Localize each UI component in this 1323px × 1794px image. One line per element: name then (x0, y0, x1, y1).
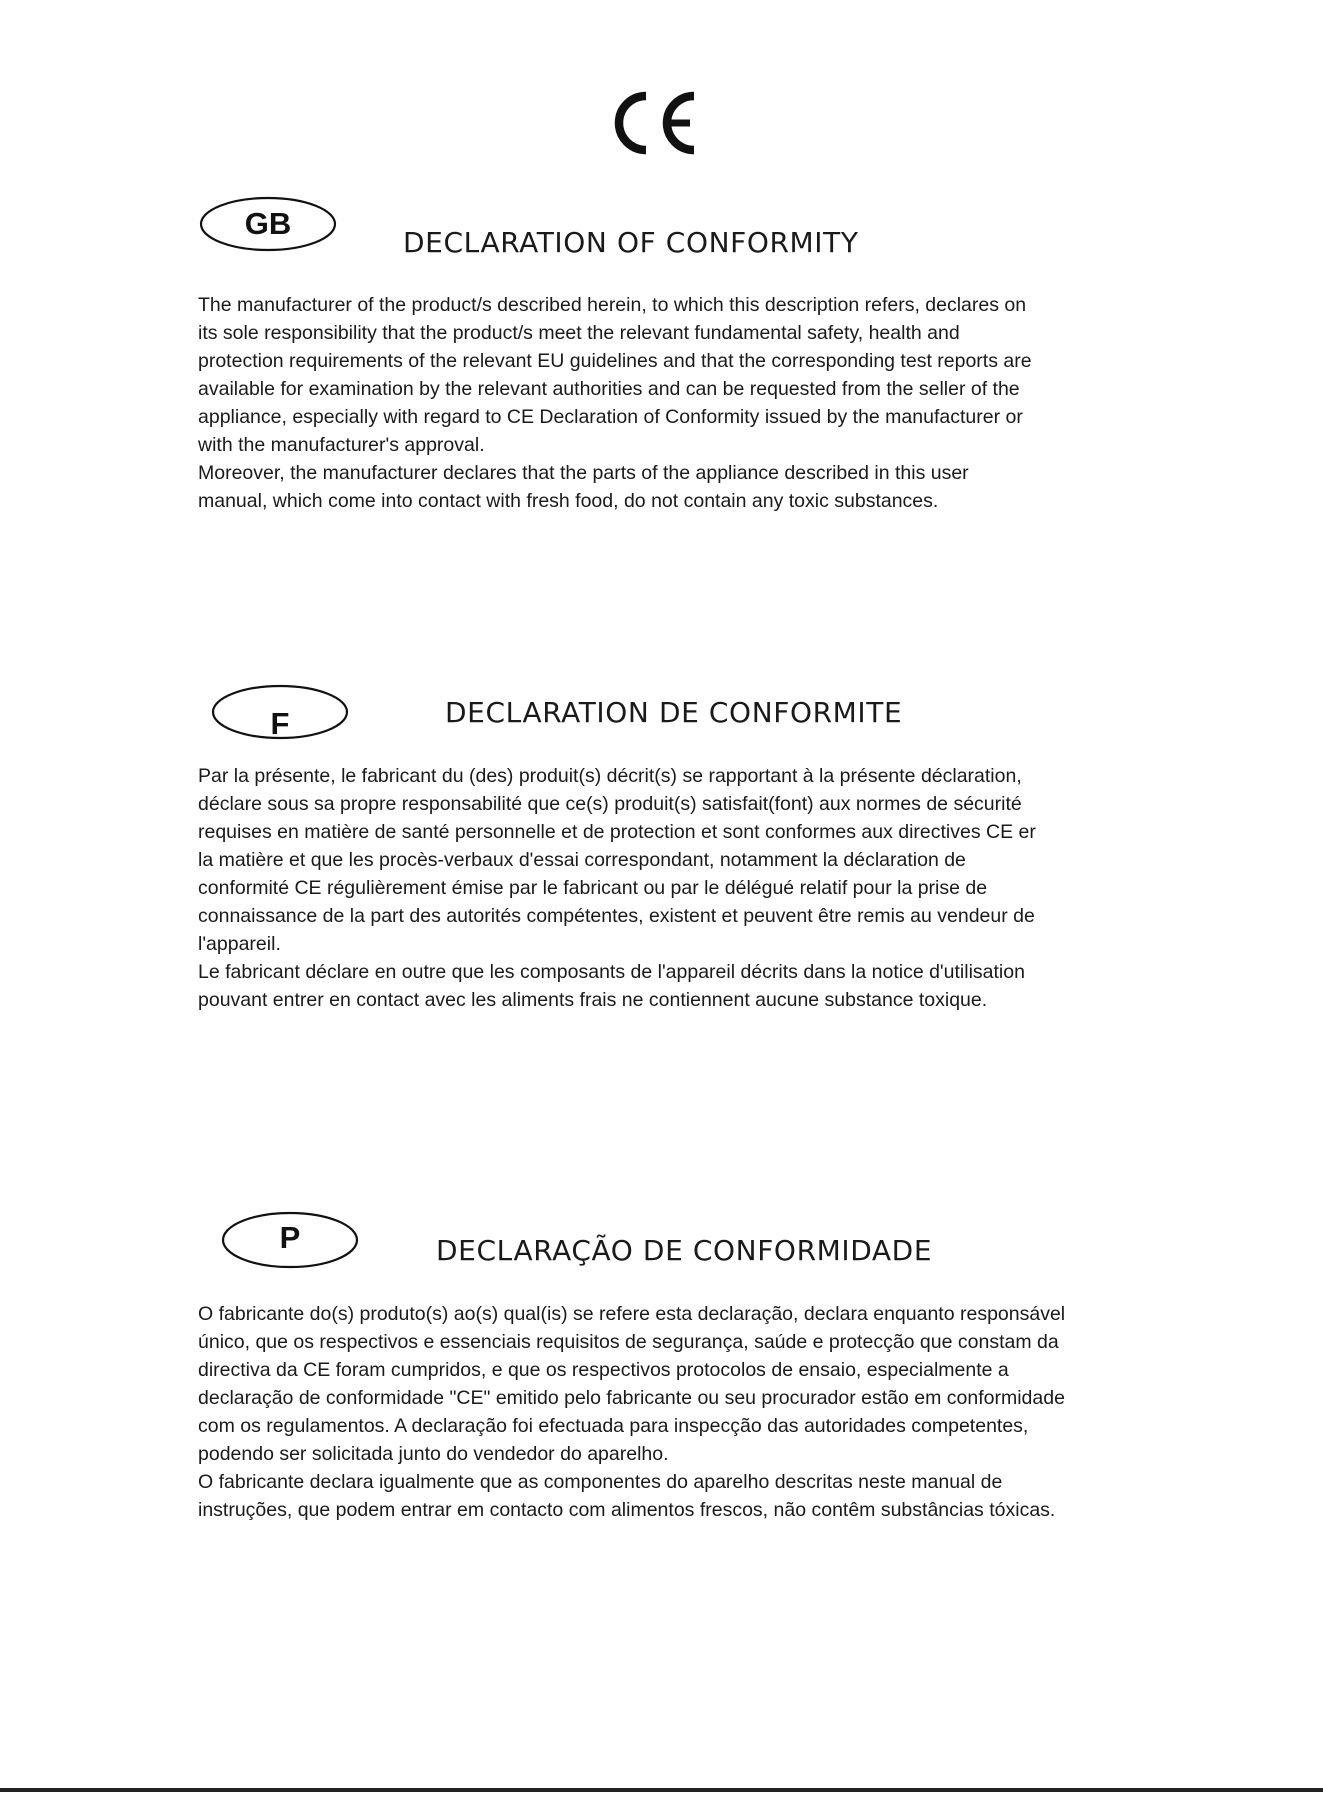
text-line: O fabricante declara igualmente que as componentes do aparelho descritas neste manual de (198, 1471, 1003, 1493)
text-line: podendo ser solicitada junto do vendedor do aparelho. (198, 1443, 669, 1465)
text-line: directiva da CE foram cumpridos, e que os respectivos protocolos de ensaio, especialmente a (198, 1359, 1009, 1381)
text-line: Moreover, the manufacturer declares that the parts of the appliance described in this user (198, 462, 969, 484)
paragraph (198, 958, 1025, 1014)
paragraph (198, 1468, 1055, 1524)
text-line: The manufacturer of the product/s described herein, to which this description refers, declares on (198, 294, 1027, 316)
text-line: appliance, especially with regard to CE Declaration of Conformity issued by the manufacturer or (198, 406, 1023, 428)
paragraph (198, 762, 1036, 958)
text-line: instruções, que podem entrar em contacto com alimentos frescos, não contêm substâncias tóxicas. (198, 1499, 1056, 1521)
country-code: P (279, 1220, 301, 1255)
text-line: pouvant entrer en contact avec les aliments frais ne contiennent aucune substance toxique. (198, 989, 988, 1011)
text-line: O fabricante do(s) produto(s) ao(s) qual(is) se refere esta declaração, declara enquanto responsável (198, 1303, 1066, 1325)
country-code: F (270, 706, 290, 741)
text-line: connaissance de la part des autorités compétentes, existent et peuvent être remis au vendeur de (198, 905, 1035, 927)
text-line: com os regulamentos. A declaração foi efectuada para inspecção das autoridades competentes, (198, 1415, 1029, 1437)
paragraph (198, 291, 1032, 459)
ce-mark-logo (606, 88, 702, 158)
text-line: Par la présente, le fabricant du (des) produit(s) décrit(s) se rapportant à la présente déclaration, (198, 765, 1022, 787)
text-line: declaração de conformidade "CE" emitido pelo fabricante ou seu procurador estão em conformidade (198, 1387, 1065, 1409)
text-line: la matière et que les procès-verbaux d'essai correspondant, notamment la déclaration de (198, 849, 966, 871)
text-line: Le fabricant déclare en outre que les composants de l'appareil décrits dans la notice d'utilisation (198, 961, 1025, 983)
text-line: protection requirements of the relevant EU guidelines and that the corresponding test reports are (198, 350, 1032, 372)
country-badge-gb (198, 196, 348, 262)
text-line: déclare sous sa propre responsabilité que ce(s) produit(s) satisfait(font) aux normes de sécurité (198, 793, 1022, 815)
paragraph (198, 459, 969, 515)
text-line: manual, which come into contact with fresh food, do not contain any toxic substances. (198, 490, 939, 512)
country-badge-p (220, 1210, 370, 1276)
page-bottom-rule (0, 1788, 1323, 1792)
text-line: l'appareil. (198, 933, 281, 955)
section-title: DECLARATION OF CONFORMITY (403, 226, 859, 259)
section-title: DECLARAÇÃO DE CONFORMIDADE (436, 1234, 933, 1267)
text-line: available for examination by the relevant authorities and can be requested from the seller of the (198, 378, 1020, 400)
text-line: conformité CE régulièrement émise par le fabricant ou par le délégué relatif pour la prise de (198, 877, 988, 899)
country-badge-f (210, 684, 360, 750)
paragraph (198, 1300, 1065, 1468)
text-line: requises en matière de santé personnelle et de protection et sont conformes aux directives CE er (198, 821, 1036, 843)
text-line: its sole responsibility that the product/s meet the relevant fundamental safety, health and (198, 322, 960, 344)
text-line: with the manufacturer's approval. (198, 434, 485, 456)
text-line: único, que os respectivos e essenciais requisitos de segurança, saúde e protecção que constam da (198, 1331, 1059, 1353)
country-code: GB (244, 206, 292, 241)
section-title: DECLARATION DE CONFORMITE (445, 696, 903, 729)
